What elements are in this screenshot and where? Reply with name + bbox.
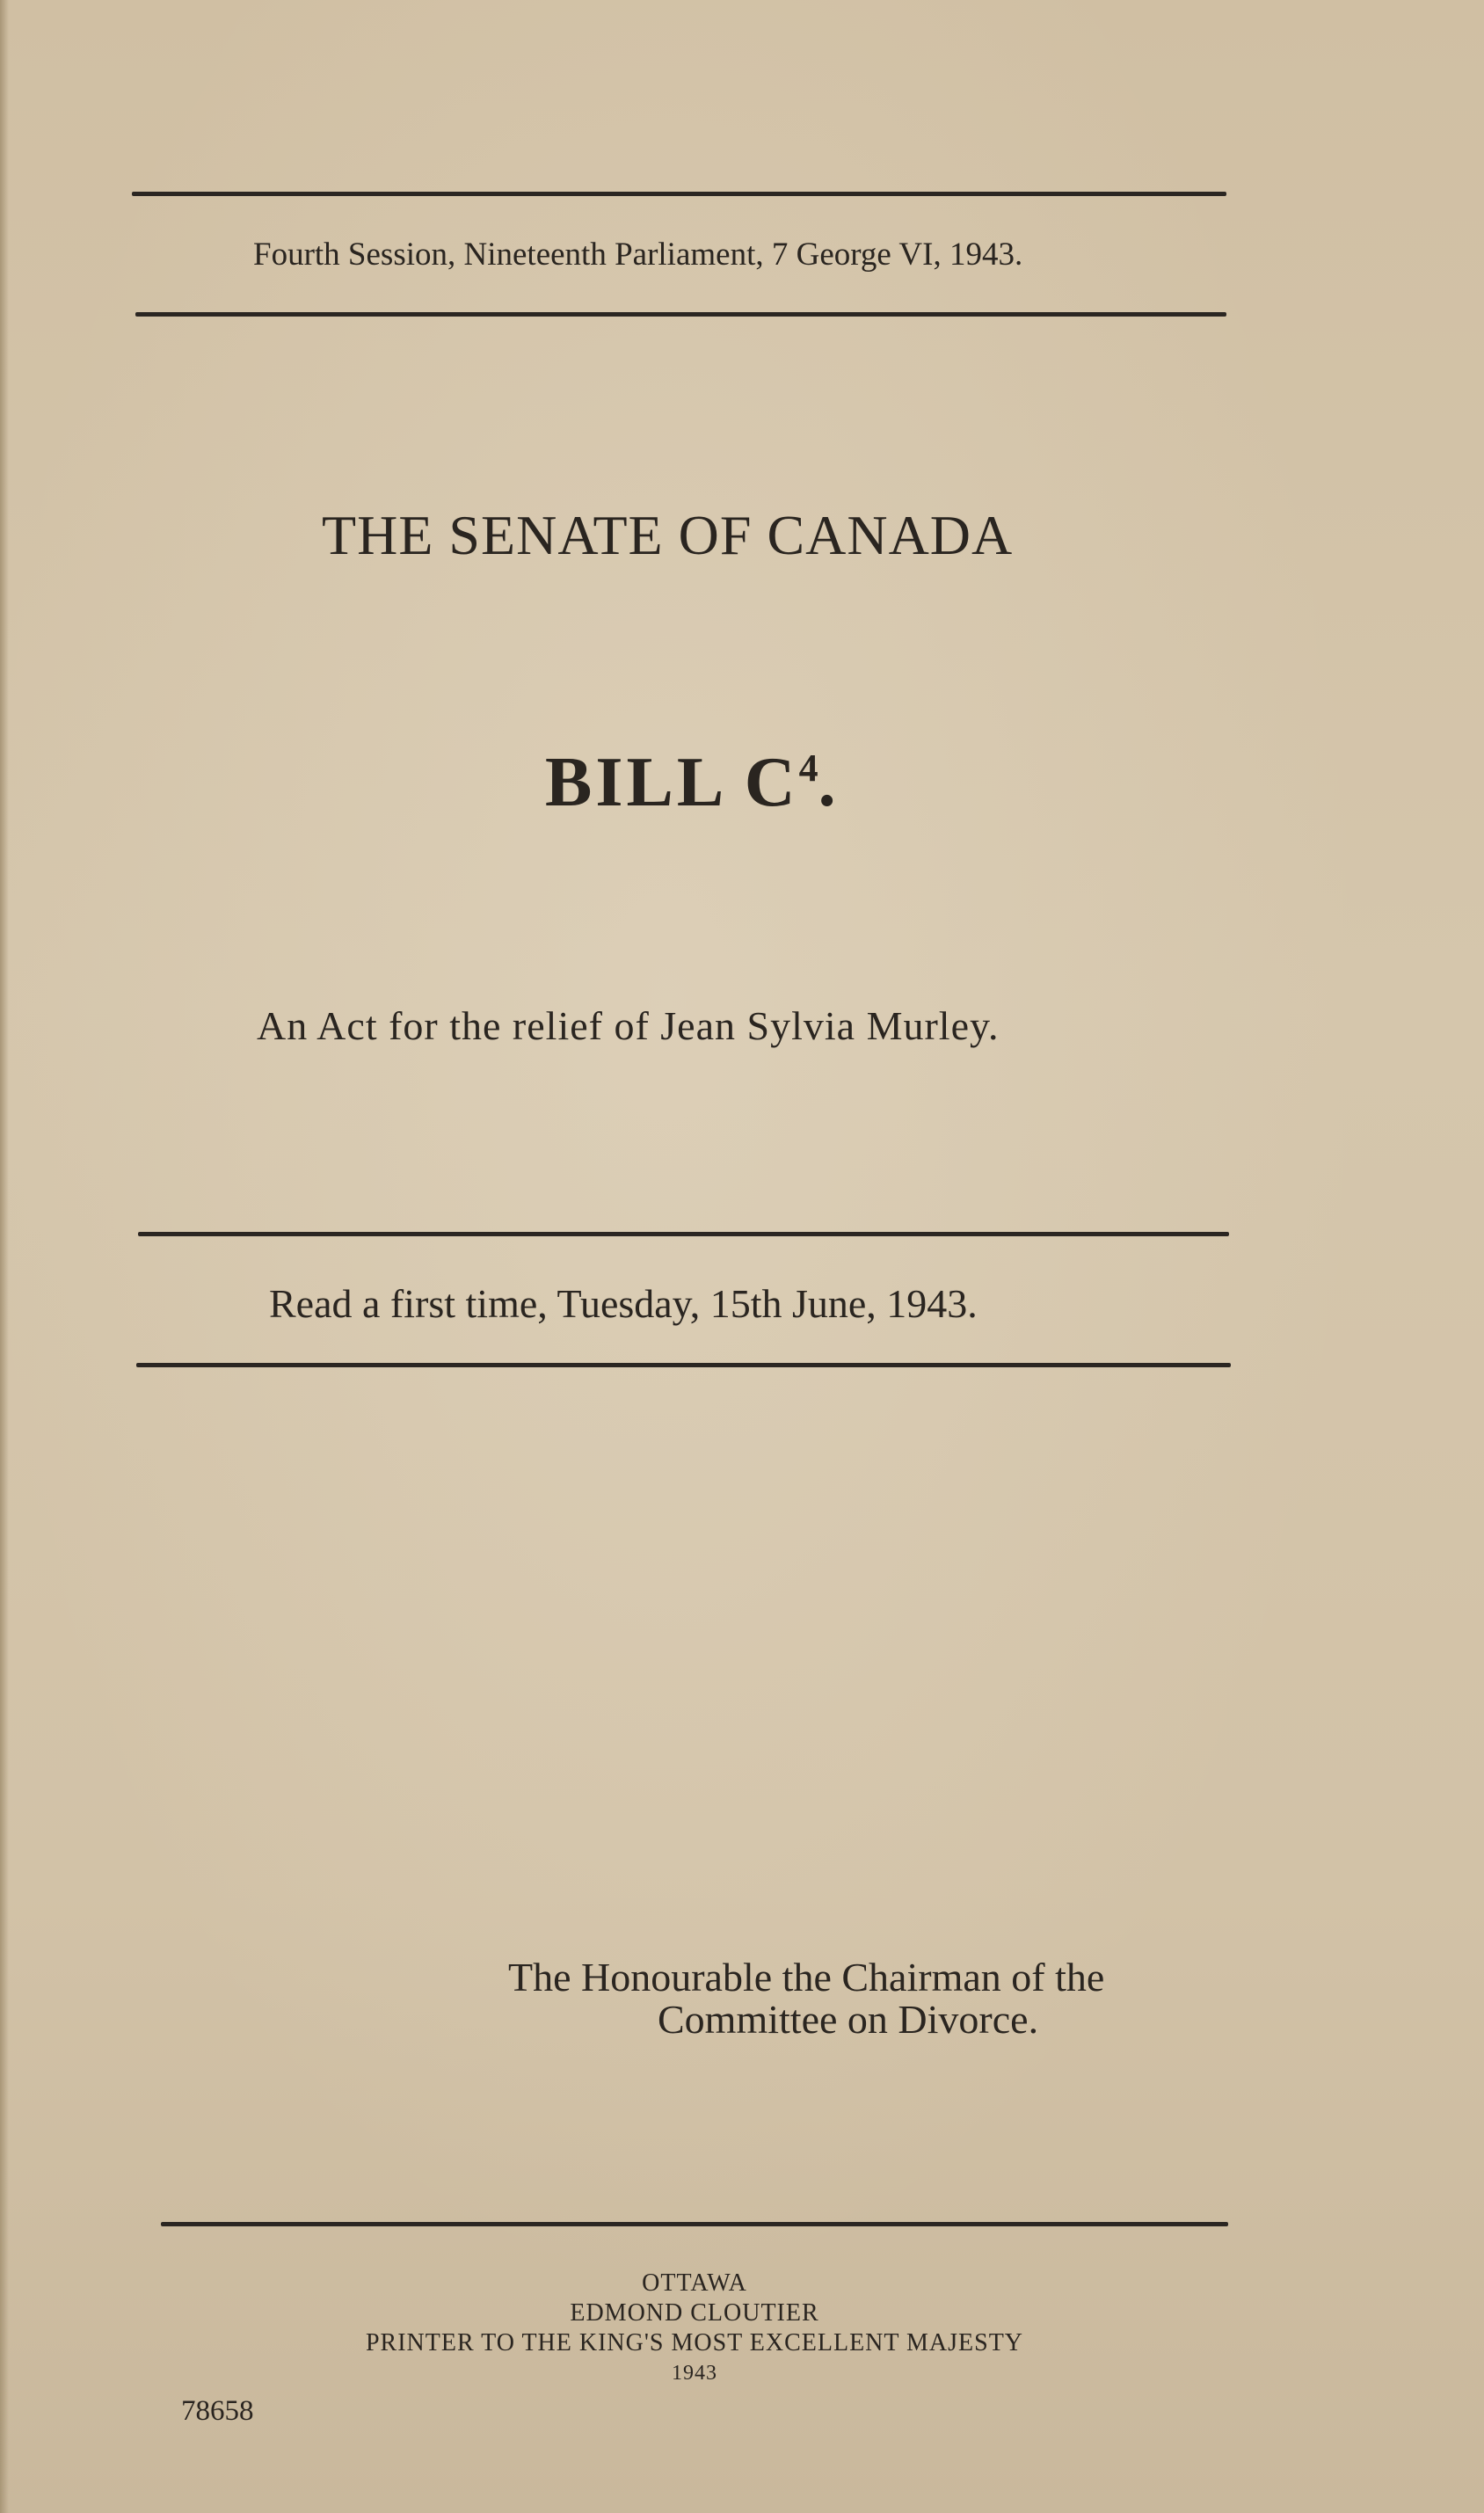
imprint-city: OTTAWA xyxy=(642,2269,747,2297)
top-rule xyxy=(132,192,1226,196)
sponsor-line-2: Committee on Divorce. xyxy=(658,1997,1039,2042)
reading-bottom-rule xyxy=(136,1363,1231,1367)
imprint-title: PRINTER TO THE KING'S MOST EXCELLENT MAJESTY xyxy=(365,2329,1024,2356)
printer-imprint xyxy=(290,2269,1099,2388)
session-line: Fourth Session, Nineteenth Parliament, 7 George VI, 1943. xyxy=(253,237,1023,273)
bill-superscript: 4 xyxy=(798,747,818,790)
imprint-year: 1943 xyxy=(672,2362,717,2385)
first-reading-line: Read a first time, Tuesday, 15th June, 1943. xyxy=(269,1281,978,1326)
header-bottom-rule xyxy=(135,312,1226,317)
act-description: An Act for the relief of Jean Sylvia Murley. xyxy=(257,1003,1000,1048)
bill-prefix: BILL C xyxy=(545,744,799,821)
page-edge-shadow xyxy=(0,0,9,2513)
sponsor-line-1: The Honourable the Chairman of the xyxy=(508,1955,1105,1999)
bill-number xyxy=(545,743,840,823)
senate-heading: THE SENATE OF CANADA xyxy=(322,504,1014,566)
bill-suffix: . xyxy=(818,744,840,821)
imprint-printer: EDMOND CLOUTIER xyxy=(570,2299,819,2327)
serial-number: 78658 xyxy=(181,2395,254,2427)
reading-top-rule xyxy=(138,1232,1229,1236)
imprint-rule xyxy=(161,2222,1228,2226)
